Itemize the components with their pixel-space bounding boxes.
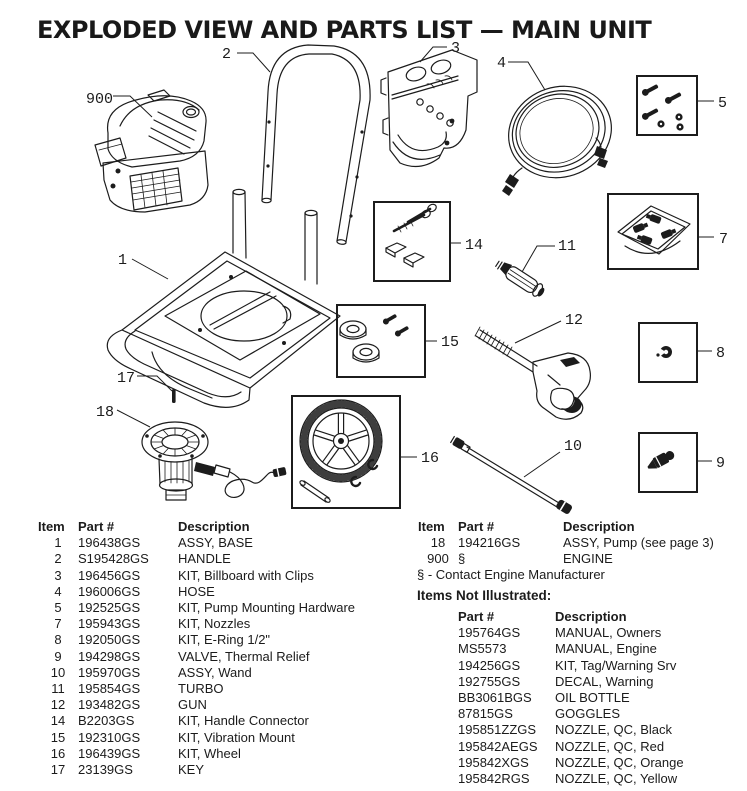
callout-1: 1 [118,252,128,269]
cell-description: NOZZLE, QC, Black [555,722,673,738]
right-table-rows [418,535,738,567]
cell-item: 1 [54,535,62,551]
page-title: EXPLODED VIEW AND PARTS LIST — MAIN UNIT [37,16,652,45]
cell-part-number: S195428GS [78,551,149,567]
table-row [38,762,413,778]
cell-item: 5 [54,600,62,616]
cell-part-number: 196006GS [78,583,141,599]
cell-part-number: 192525GS [78,600,141,616]
table-row [38,535,413,551]
cell-description: MANUAL, Engine [555,641,657,657]
callout-2: 2 [222,46,232,63]
callout-4: 4 [497,55,507,72]
callout-16: 16 [421,450,440,467]
table-row [38,616,413,632]
callout-11: 11 [558,238,577,255]
table-header-row [38,519,413,535]
callout-14: 14 [465,237,484,254]
main-parts-table-left [38,519,413,778]
cell-description: KIT, E-Ring 1/2" [178,632,271,648]
engine-footnote: § - Contact Engine Manufacturer [417,567,605,582]
cell-part-number: 192755GS [458,673,521,689]
callout-5: 5 [718,95,728,112]
col-header-part: Part # [78,519,115,534]
cell-item: 10 [50,664,66,680]
cell-part-number: 196456GS [78,567,141,583]
callout-9: 9 [716,455,726,472]
cell-description: OIL BOTTLE [555,690,630,706]
table-row [38,665,413,681]
cell-description: KIT, Nozzles [178,616,251,632]
cell-description: KIT, Pump Mounting Hardware [178,600,356,616]
cell-description: MANUAL, Owners [555,625,662,641]
cell-description: GUN [178,697,207,713]
table-row [458,706,743,722]
table-header-row [418,519,738,535]
cell-description: TURBO [178,681,224,697]
cell-part-number: § [458,551,466,567]
not-illustrated-heading: Items Not Illustrated: [417,588,552,603]
cell-description: NOZZLE, QC, Red [555,738,665,754]
table-row [38,730,413,746]
cell-item: 12 [50,697,66,713]
cell-description: NOZZLE, QC, Orange [555,754,684,770]
cell-part-number: 194216GS [458,535,521,551]
base-drawing [107,189,340,407]
table-row [38,568,413,584]
engine-drawing [95,90,208,212]
cell-item: 15 [50,729,66,745]
table-row [38,713,413,729]
cell-item: 4 [54,583,62,599]
nozzle-kit-box [608,194,698,269]
cell-item: 17 [50,762,66,778]
handle-connector-kit-box [374,202,450,281]
cell-part-number: 192050GS [78,632,141,648]
cell-part-number: 195851ZZGS [458,722,537,738]
cell-description: ASSY, Pump (see page 3) [563,535,714,551]
key-drawing [172,389,176,403]
cell-part-number: 195854GS [78,681,141,697]
cell-part-number: 195842XGS [458,754,529,770]
col-header-description: Description [563,519,635,534]
cell-part-number: MS5573 [458,641,507,657]
gun-drawing [475,327,590,419]
table-row [38,600,413,616]
callout-7: 7 [719,231,729,248]
table-row [458,658,743,674]
cell-item: 3 [54,567,62,583]
cell-part-number: 193482GS [78,697,141,713]
cell-description: NOZZLE, QC, Yellow [555,771,678,787]
cell-description: VALVE, Thermal Relief [178,648,310,664]
cell-description: GOGGLES [555,706,621,722]
cell-item: 11 [51,681,65,697]
callout-17: 17 [117,370,136,387]
callout-leader-lines [113,47,714,477]
main-parts-table-right [418,519,738,568]
cell-part-number: 192310GS [78,729,141,745]
cell-description: KIT, Handle Connector [178,713,309,729]
table-header-row [458,609,743,625]
callout-900: 900 [86,91,114,108]
callout-15: 15 [441,334,460,351]
table-row [458,641,743,657]
col-header-item: Item [418,519,445,534]
cell-part-number: 195970GS [78,664,141,680]
col-header-part: Part # [458,519,495,534]
cell-description: ASSY, Wand [178,664,252,680]
wheel-kit-box [292,396,400,508]
wand-drawing [450,436,573,515]
cell-part-number: 194298GS [78,648,141,664]
cell-part-number: 195842RGS [458,771,530,787]
cell-item: 16 [50,745,66,761]
cell-part-number: 196438GS [78,535,141,551]
pump-drawing [142,422,287,500]
vibration-mount-kit-box [337,305,425,377]
cell-part-number: BB3061BGS [458,690,532,706]
table-row [38,632,413,648]
cell-part-number: 87815GS [458,706,513,722]
cell-description: KIT, Billboard with Clips [178,567,314,583]
table-row [38,746,413,762]
table-row [38,681,413,697]
table-row [38,551,413,567]
table-row [418,551,738,567]
cell-description: KIT, Vibration Mount [178,729,295,745]
cell-item: 2 [54,551,62,567]
hose-drawing [497,73,624,196]
cell-item: 18 [430,535,446,551]
cell-item: 14 [50,713,66,729]
left-table-rows [38,535,413,778]
not-illustrated-rows [458,625,743,787]
cell-part-number: 195764GS [458,625,521,641]
callout-3: 3 [451,40,461,57]
table-row [38,584,413,600]
pump-hardware-kit-box [637,76,697,135]
table-row [418,535,738,551]
col-header-description: Description [555,609,627,624]
cell-description: HANDLE [178,551,231,567]
cell-description: KIT, Wheel [178,745,241,761]
cell-part-number: B2203GS [78,713,135,729]
table-row [458,690,743,706]
table-row [458,771,743,787]
cell-description: ASSY, BASE [178,535,253,551]
table-row [458,674,743,690]
cell-description: HOSE [178,583,215,599]
cell-item: 9 [54,648,62,664]
cell-description: ENGINE [563,551,613,567]
col-header-item: Item [38,519,65,534]
cell-description: KEY [178,762,205,778]
cell-description: KIT, Tag/Warning Srv [555,657,677,673]
table-row [38,697,413,713]
cell-description: DECAL, Warning [555,673,654,689]
table-row [38,649,413,665]
cell-item: 7 [54,616,62,632]
cell-part-number: 196439GS [78,745,141,761]
cell-part-number: 195842AEGS [458,738,538,754]
cell-part-number: 195943GS [78,616,141,632]
table-row [458,755,743,771]
turbo-nozzle-drawing [494,258,547,299]
callout-18: 18 [96,404,115,421]
not-illustrated-table [458,609,743,787]
col-header-part: Part # [458,609,495,624]
callout-12: 12 [565,312,584,329]
table-row [458,722,743,738]
table-row [458,739,743,755]
table-row [458,625,743,641]
col-header-description: Description [178,519,250,534]
cell-item: 900 [427,551,449,567]
cell-item: 8 [54,632,62,648]
thermal-relief-valve-box [639,433,697,492]
billboard-drawing [381,50,477,167]
cell-part-number: 194256GS [458,657,521,673]
cell-part-number: 23139GS [78,762,133,778]
e-ring-kit-box [639,323,697,382]
callout-10: 10 [564,438,583,455]
callout-8: 8 [716,345,726,362]
